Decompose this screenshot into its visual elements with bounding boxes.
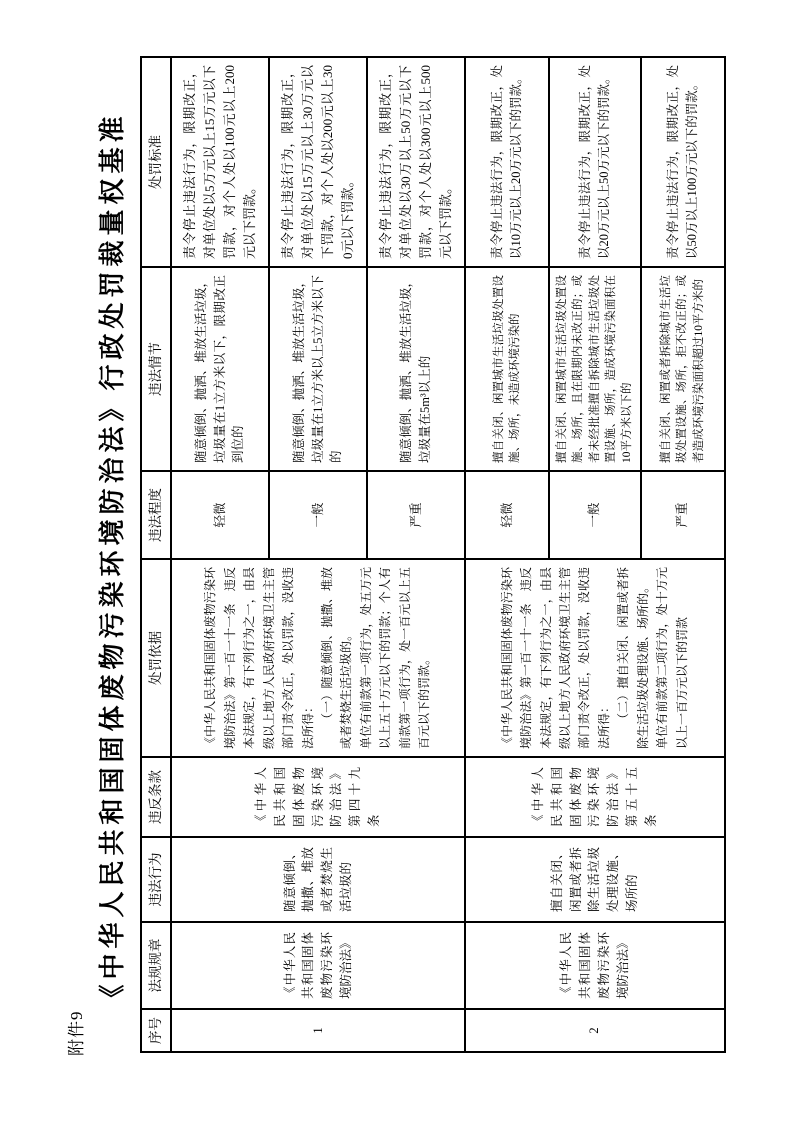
cell-circumstance-2-minor: 擅自关闭、闲置城市生活垃圾处置设施、场所，未造成环境污染的 [465, 267, 549, 471]
cell-circumstance-2-general: 擅自关闭、闲置城市生活垃圾处置设施、场所，且在限期内未改正的；或者未经批准擅自拆除城市生活垃圾处置设施、场所，造成环境污染面积在10平方米以下的 [549, 267, 641, 471]
table-row-1-minor [171, 57, 269, 1052]
penalty-basis-paragraph: 《中华人民共和国固体废物污染环境防治法》第一百一十一条 违反本法规定，有下列行为之一，由县级以上地方人民政府环境卫生主管部门责令改正，处以罚款，没收违法所得： [203, 567, 315, 749]
cell-degree-1-minor: 轻微 [171, 471, 269, 559]
cell-penalty-basis-1 [171, 559, 465, 757]
cell-degree-2-general: 一般 [549, 471, 641, 559]
cell-standard-2-general: 责令停止违法行为，限期改正，处以20万元以上50万元以下的罚款。 [549, 57, 641, 267]
document-title: 《中华人民共和国固体废物污染环境防治法》行政处罚裁量权基准 [98, 111, 127, 1011]
cell-penalty-basis-2 [465, 559, 725, 757]
cell-circumstance-1-minor: 随意倾倒、抛洒、堆放生活垃圾，垃圾量在1立方米以下，限期改正到位的 [171, 267, 269, 471]
cell-regulation-2: 《中华人民共和国固体废物污染环境防治法》 [465, 922, 725, 1009]
cell-degree-1-general: 一般 [269, 471, 367, 559]
cell-illegal-act-2: 擅自关闭、闲置或者拆除生活垃圾处理设施、场所的 [465, 837, 725, 922]
cell-standard-1-minor: 责令停止违法行为，限期改正，对单位处以5万元以上15万元以下罚款，对个人处以100元以上200元以下罚款。 [171, 57, 269, 267]
col-header-violation-degree: 违法程度 [141, 471, 171, 559]
col-header-penalty-standard: 处罚标准 [141, 57, 171, 267]
col-header-seq: 序号 [141, 1009, 171, 1052]
penalty-basis-paragraph: 单位有前款第二项行为，处十万元以上一百万元以下的罚款 [655, 567, 689, 749]
cell-standard-1-general: 责令停止违法行为，限期改正，对单位处以15万元以上30万元以下罚款，对个人处以200元以上300元以下罚款。 [269, 57, 367, 267]
cell-regulation-1: 《中华人民共和国固体废物污染环境防治法》 [171, 922, 465, 1009]
penalty-basis-paragraph: （一）随意倾倒、抛撒、堆放或者焚烧生活垃圾的。 [320, 567, 354, 749]
cell-violated-clause-2: 《中华人民共和国固体废物污染环境防治法》第五十五条 [465, 757, 725, 837]
cell-seq-1: 1 [171, 1009, 465, 1052]
cell-circumstance-2-severe: 擅自关闭、闲置或者拆除城市生活垃圾处置设施、场所，拒不改正的；或者造成环境污染面积超过10平方米的 [641, 267, 725, 471]
penalty-basis-paragraph: 《中华人民共和国固体废物污染环境防治法》第一百一十一条 违反本法规定，有下列行为之一，由县级以上地方人民政府环境卫生主管部门责令改正，处以罚款，没收违法所得： [499, 567, 611, 749]
cell-degree-2-severe: 严重 [641, 471, 725, 559]
col-header-violation-circumstance: 违法情节 [141, 267, 171, 471]
penalty-basis-paragraph: （二）擅自关闭、闲置或者拆除生活垃圾处理设施、场所的。 [616, 567, 650, 749]
penalty-basis-paragraph: 单位有前款第一项行为，处五万元以上五十万元以下的罚款；个人有前款第一项行为，处一百元以上五百元以下的罚款。 [358, 567, 432, 749]
cell-standard-2-minor: 责令停止违法行为，限期改正，处以10万元以上20万元以下的罚款。 [465, 57, 549, 267]
table-header-row [141, 57, 171, 1052]
col-header-illegal-act: 违法行为 [141, 837, 171, 922]
col-header-violated-clause: 违反条款 [141, 757, 171, 837]
cell-standard-1-severe: 责令停止违法行为，限期改正，对单位处以30万以上50万元以下罚款，对个人处以300元以上500元以下罚款。 [367, 57, 465, 267]
cell-degree-1-severe: 严重 [367, 471, 465, 559]
attachment-label: 附件9 [67, 1010, 86, 1056]
col-header-penalty-basis: 处罚依据 [141, 559, 171, 757]
cell-degree-2-minor: 轻微 [465, 471, 549, 559]
col-header-regulation: 法规规章 [141, 922, 171, 1009]
penalty-discretion-table [140, 56, 726, 1053]
cell-illegal-act-1: 随意倾倒、抛撒、堆放或者焚烧生活垃圾的 [171, 837, 465, 922]
cell-circumstance-1-severe: 随意倾倒、抛洒、堆放生活垃圾，垃圾量在5m³以上的 [367, 267, 465, 471]
cell-seq-2: 2 [465, 1009, 725, 1052]
table-row-2-minor [465, 57, 549, 1052]
cell-circumstance-1-general: 随意倾倒、抛洒、堆放生活垃圾，垃圾量在1立方米以上5立方米以下的 [269, 267, 367, 471]
cell-violated-clause-1: 《中华人民共和国固体废物污染环境防治法》第四十九条 [171, 757, 465, 837]
cell-standard-2-severe: 责令停止违法行为，限期改正，处以50万以上100万元以下的罚款。 [641, 57, 725, 267]
